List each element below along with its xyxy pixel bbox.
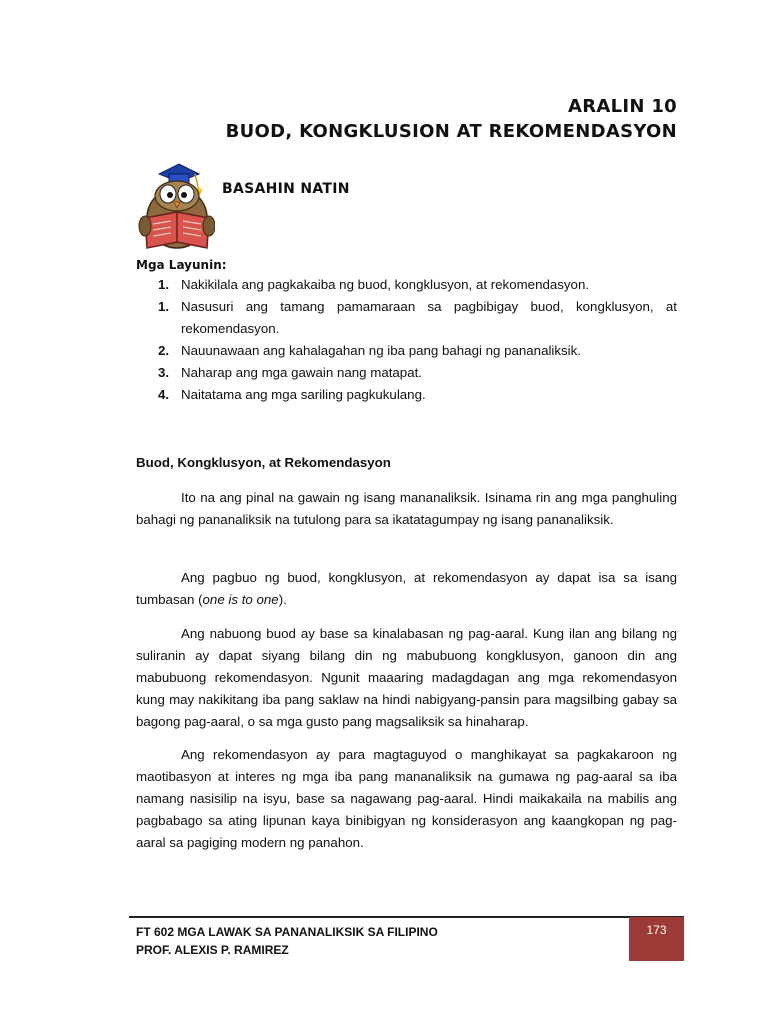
owl-reading-book-icon bbox=[137, 160, 215, 252]
list-item: 1. Nasusuri ang tamang pamamaraan sa pagbibigay buod, kongklusyon, at rekomendasyon. bbox=[158, 299, 677, 336]
paragraph-2: Ang pagbuo ng buod, kongklusyon, at rekomendasyon ay dapat isa sa isang tumbasan (one is to one). bbox=[136, 570, 677, 607]
footer-divider bbox=[129, 916, 684, 918]
section-heading: BASAHIN NATIN bbox=[222, 181, 350, 197]
list-item: 2. Nauunawaan ang kahalagahan ng iba pang bahagi ng pananaliksik. bbox=[158, 343, 581, 358]
lesson-title-block bbox=[226, 94, 677, 144]
page-number-badge: 173 bbox=[629, 917, 684, 961]
paragraph-4: Ang rekomendasyon ay para magtaguyod o manghikayat sa pagkakaroon ng maotibasyon at interes ng mga iba pang mananaliksik na gumawa ng pag-aaral sa iba namang nasisilip na isyu, base sa nagawang pag-aaral. Hindi maikakaila na mabilis ang pagbabago sa ating lipunan kaya binibigyan ng konsiderasyon ang kaangkopan ng pag-aaral sa pagiging modern ng panahon. bbox=[136, 747, 677, 850]
footer-text bbox=[136, 923, 438, 959]
list-item: 1. Nakikilala ang pagkakaiba ng buod, kongklusyon, at rekomendasyon. bbox=[158, 277, 590, 292]
footer-professor: PROF. ALEXIS P. RAMIREZ bbox=[136, 943, 289, 957]
body-subheading: Buod, Kongklusyon, at Rekomendasyon bbox=[136, 455, 391, 470]
lesson-number: ARALIN 10 bbox=[568, 96, 677, 117]
list-item: 4. Naitatama ang mga sariling pagkukulang. bbox=[158, 387, 426, 402]
objectives-list bbox=[136, 274, 677, 406]
paragraph-3: Ang nabuong buod ay base sa kinalabasan ng pag-aaral. Kung ilan ang bilang ng suliranin ay dapat siyang bilang din ng mabubuong kongklusyon, ganoon din ang mabubuong rekomendasyon. Ngunit maaaring madagdagan ang mga rekomendasyon kung may nakikitang iba pang saklaw na hindi nabigyang-pansin para magsilbing gabay sa bagong pag-aaral, o sa mga gusto pang magsaliksik sa hinaharap. bbox=[136, 626, 677, 729]
list-item: 3. Naharap ang mga gawain nang matapat. bbox=[158, 365, 422, 380]
objectives-heading: Mga Layunin: bbox=[136, 258, 227, 272]
paragraph-1: Ito na ang pinal na gawain ng isang mananaliksik. Isinama rin ang mga panghuling bahagi ng pananaliksik na tutulong para sa ikatatagumpay ng isang pananaliksik. bbox=[136, 490, 677, 527]
lesson-title: BUOD, KONGKLUSION AT REKOMENDASYON bbox=[225, 121, 677, 142]
footer-course: FT 602 MGA LAWAK SA PANANALIKSIK SA FILIPINO bbox=[136, 925, 438, 939]
